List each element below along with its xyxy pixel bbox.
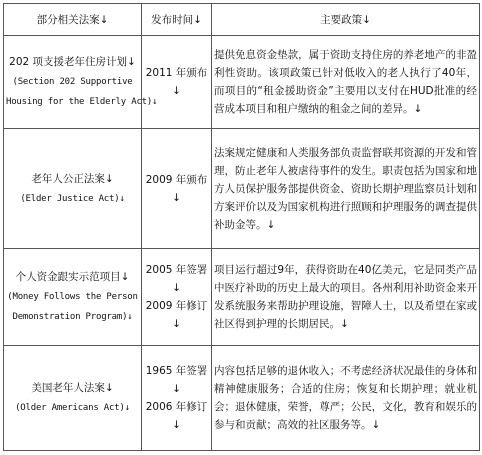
table-row — [4, 249, 480, 346]
date-cell — [142, 36, 212, 129]
date-cell — [142, 129, 212, 249]
date-line1: 2005 年签署↓ — [145, 264, 208, 294]
law-name-en-line1: (Elder Justice Act)↓ — [20, 193, 125, 204]
header-date: 发布时间↓ — [142, 4, 212, 36]
table-row — [4, 129, 480, 249]
law-name-en-line2: Demonstration Program)↓ — [12, 312, 133, 322]
header-law: 部分相关法案↓ — [4, 4, 142, 36]
date-line1: 1965 年签署↓ — [145, 365, 208, 395]
law-name-zh: 美国老年人法案↓ — [31, 382, 114, 394]
law-cell — [4, 36, 158, 129]
policy-content-cell: 内容包括足够的退休收入；不考虑经济状况最佳的身体和精神健康服务；合适的住房；恢复和长期护理；就业机会；退休健康，荣誉，尊严；公民，文化，教育和娱乐的参与和贡献；高效的社区服务等。↓ — [212, 346, 480, 451]
date-line1: 2011 年颁布↓ — [145, 67, 208, 97]
policy-content-cell: 提供免息资金垫款，属于资助支持住房的养老地产的非盈利性资助。该项政策已针对低收入的老人执行了40年，而项目的“租金援助资金”主要用以支付在HUD批准的经营成本项目和租户缴纳的租金之间的差异。↓ — [212, 36, 480, 129]
law-name-en-line1: (Money Follows the Person — [7, 292, 138, 302]
policy-content-cell: 法案规定健康和人类服务部负责监督联邦资源的开发和管理，防止老年人被虐待事件的发生。职责包括为国家和地方人员保护服务部提供资金、资助长期护理监察员计划和方案评价以及为国家机构进行照顾和护理服务的调查提供补助金等。↓ — [212, 129, 480, 249]
law-name-zh: 老年人公正法案↓ — [31, 172, 114, 185]
policy-table — [3, 3, 480, 451]
law-cell — [4, 249, 142, 346]
date-line2: 2009 年修订↓ — [145, 300, 208, 330]
table-row — [4, 36, 480, 129]
date-line1: 2009 年颁布↓ — [145, 173, 208, 204]
law-name-en-line1: (Older Americans Act)↓ — [15, 403, 130, 413]
law-name-en-line1: (Section 202 Supportive — [12, 77, 133, 87]
header-content: 主要政策↓ — [212, 4, 480, 36]
law-cell — [4, 346, 142, 451]
law-name-en-line2: Housing for the Elderly Act)↓ — [6, 97, 158, 107]
law-cell — [4, 129, 142, 249]
date-cell — [142, 346, 212, 451]
law-name-zh: 202 项支援老年住房计划↓ — [9, 56, 136, 68]
table-row — [4, 346, 480, 451]
table-header-row — [4, 4, 480, 36]
date-cell — [142, 249, 212, 346]
law-name-zh: 个人资金跟实示范项目↓ — [15, 271, 130, 283]
date-line2: 2006 年修订↓ — [145, 401, 208, 431]
policy-content-cell: 项目运行超过9年，获得资助在40亿美元，它是同类产品中医疗补助的历史上最大的项目。各州利用补助资金来开发系统服务来帮助护理设施，智障人士，以及希望在家或社区得到护理的长期居民。↓ — [212, 249, 480, 346]
